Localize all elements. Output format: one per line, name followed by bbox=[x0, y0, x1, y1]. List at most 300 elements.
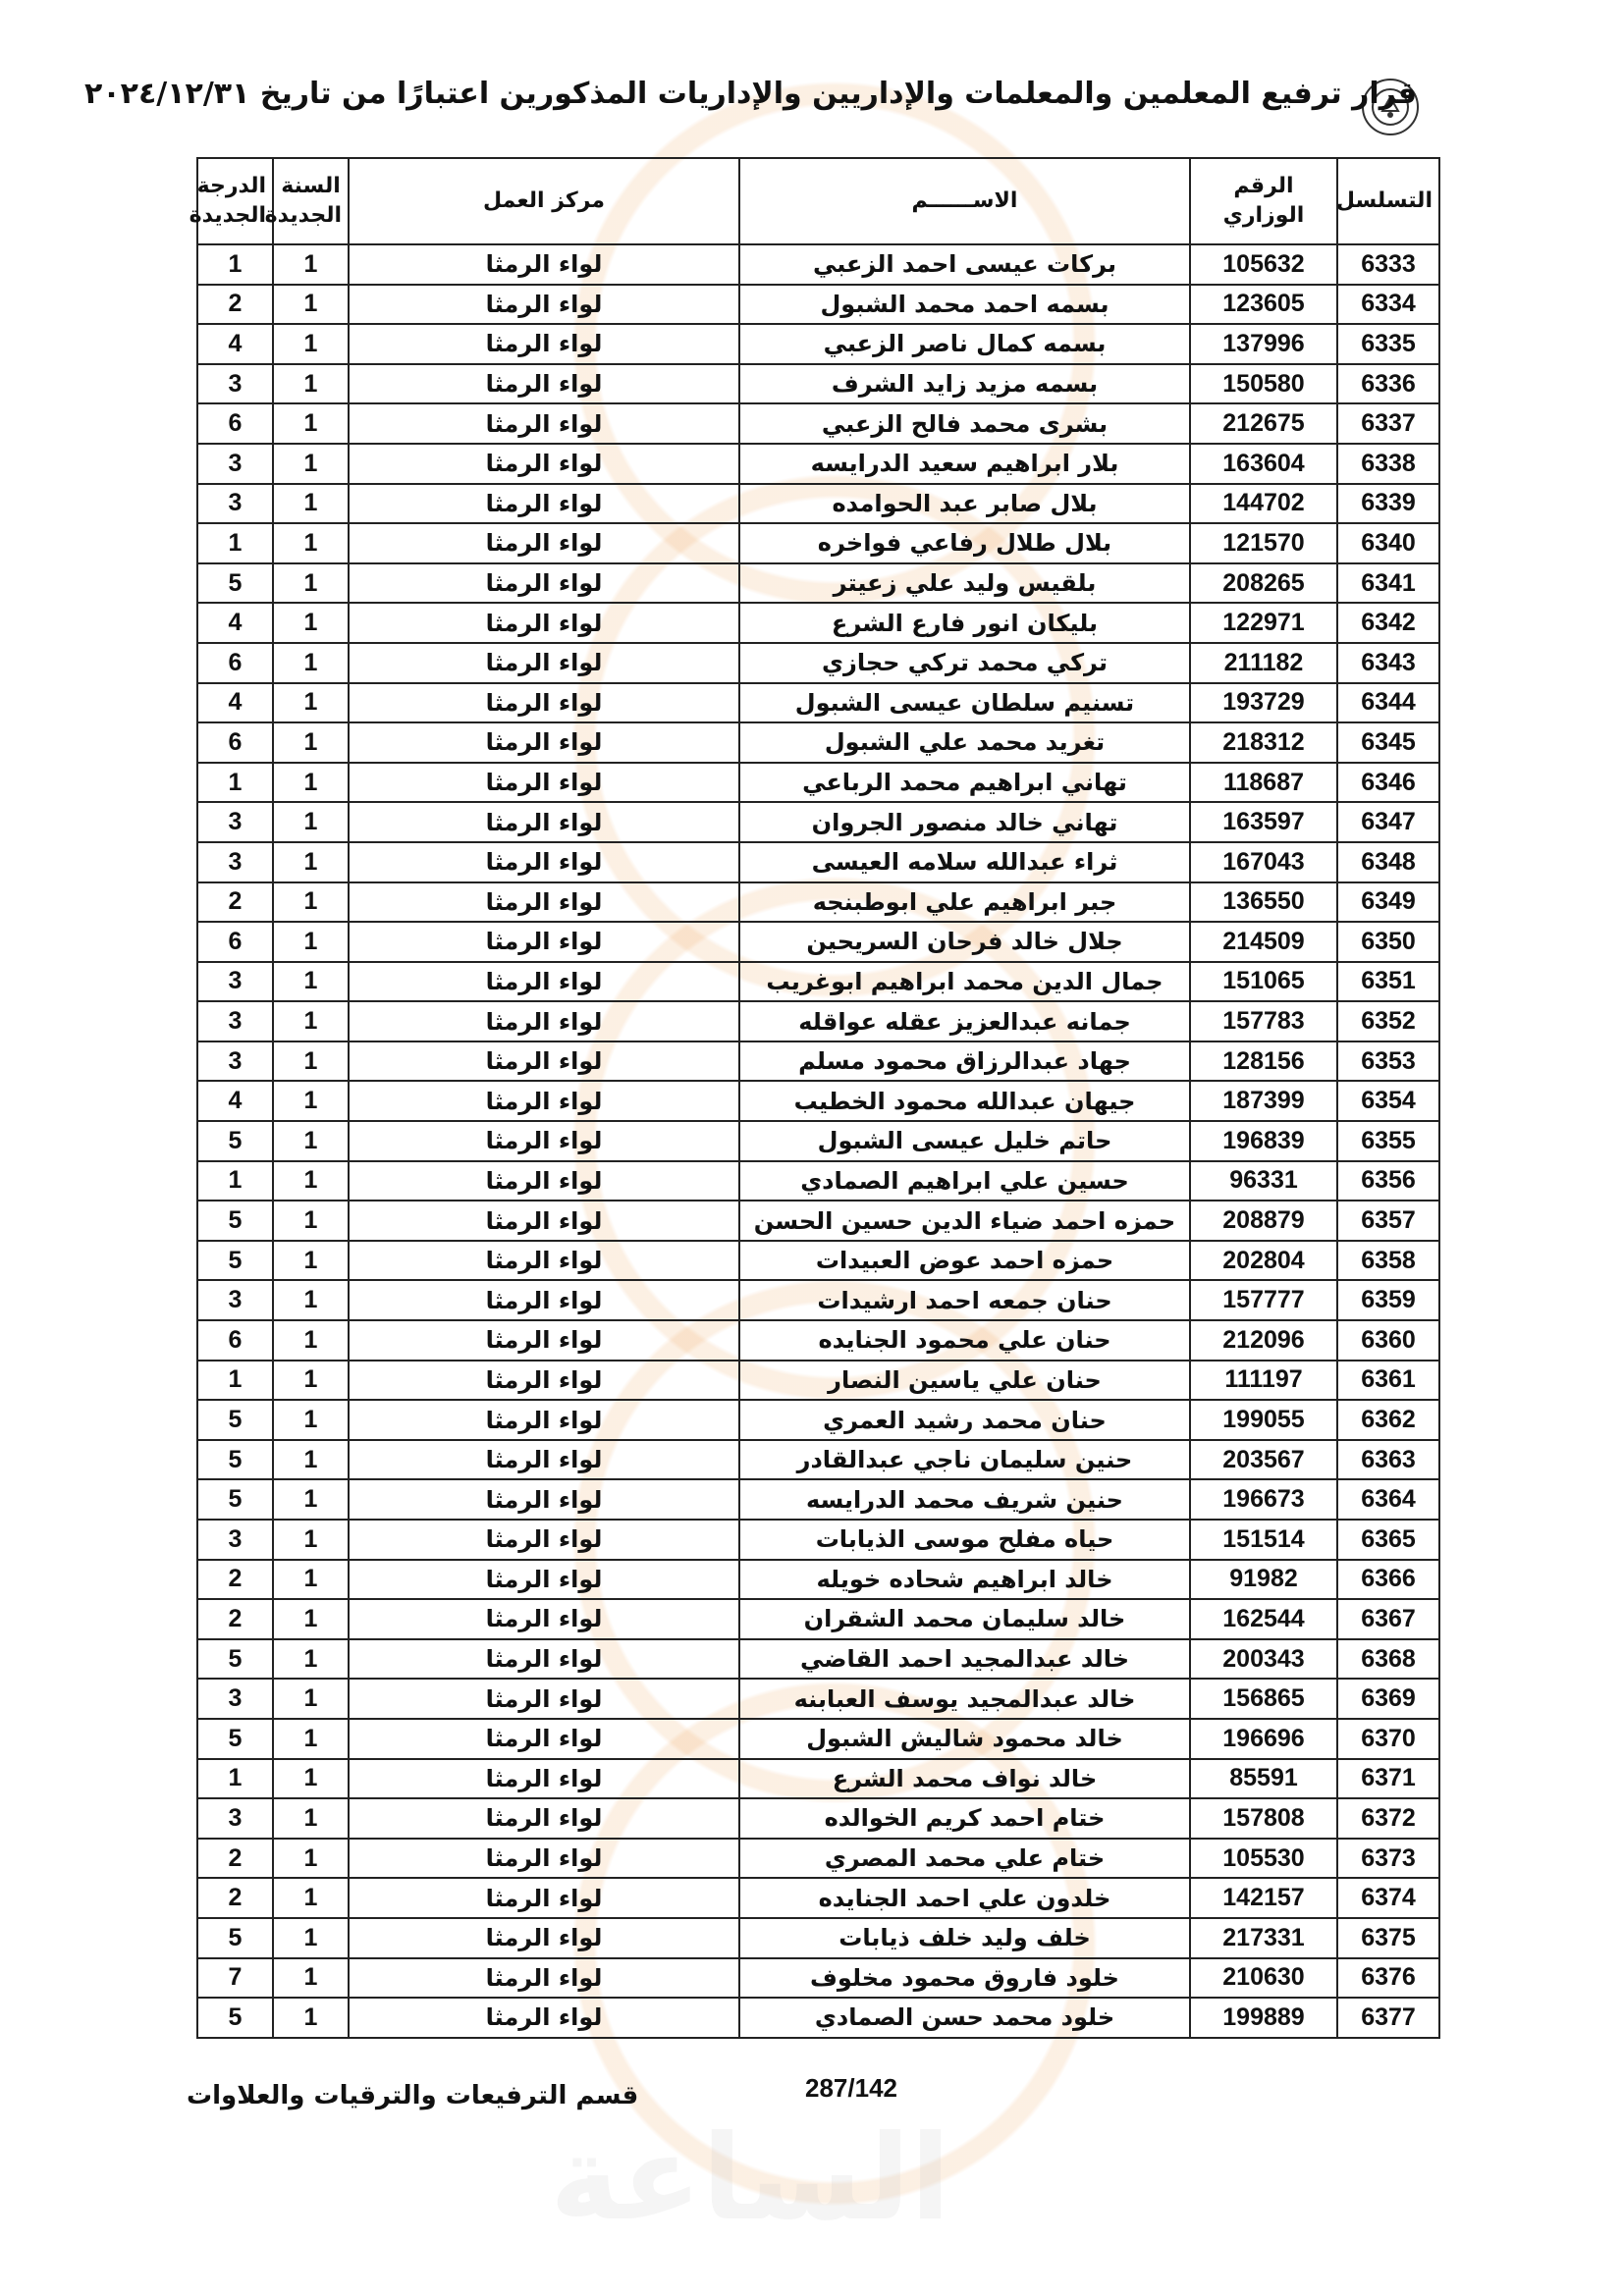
cell-ministry-no: 218312 bbox=[1190, 722, 1337, 763]
cell-new-year: 1 bbox=[273, 1440, 349, 1480]
cell-new-grade: 2 bbox=[197, 285, 273, 325]
table-row bbox=[197, 603, 1439, 643]
cell-new-grade: 3 bbox=[197, 364, 273, 404]
cell-new-year: 1 bbox=[273, 1201, 349, 1241]
cell-work-center: لواء الرمثا bbox=[349, 763, 739, 803]
cell-new-year: 1 bbox=[273, 1121, 349, 1161]
cell-ministry-no: 111197 bbox=[1190, 1361, 1337, 1401]
cell-new-year: 1 bbox=[273, 1719, 349, 1759]
cell-new-grade: 3 bbox=[197, 444, 273, 484]
cell-serial: 6359 bbox=[1337, 1280, 1439, 1320]
cell-new-grade: 7 bbox=[197, 1958, 273, 1999]
cell-ministry-no: 151514 bbox=[1190, 1520, 1337, 1560]
cell-new-year: 1 bbox=[273, 1759, 349, 1799]
cell-new-year: 1 bbox=[273, 1081, 349, 1121]
cell-ministry-no: 157808 bbox=[1190, 1798, 1337, 1839]
cell-work-center: لواء الرمثا bbox=[349, 1958, 739, 1999]
cell-serial: 6354 bbox=[1337, 1081, 1439, 1121]
header-work-center: مركز العمل bbox=[349, 158, 739, 244]
cell-serial: 6345 bbox=[1337, 722, 1439, 763]
cell-ministry-no: 137996 bbox=[1190, 324, 1337, 364]
cell-ministry-no: 199889 bbox=[1190, 1998, 1337, 2038]
cell-name: حنين سليمان ناجي عبدالقادر bbox=[739, 1440, 1190, 1480]
cell-new-grade: 5 bbox=[197, 563, 273, 604]
cell-ministry-no: 85591 bbox=[1190, 1759, 1337, 1799]
cell-new-year: 1 bbox=[273, 324, 349, 364]
cell-work-center: لواء الرمثا bbox=[349, 563, 739, 604]
cell-name: بلقيس وليد علي زعيتر bbox=[739, 563, 1190, 604]
table-row bbox=[197, 1599, 1439, 1639]
cell-new-grade: 5 bbox=[197, 1479, 273, 1520]
cell-serial: 6349 bbox=[1337, 882, 1439, 923]
cell-work-center: لواء الرمثا bbox=[349, 1201, 739, 1241]
cell-name: حنين شريف محمد الدرايسه bbox=[739, 1479, 1190, 1520]
table-row bbox=[197, 1001, 1439, 1041]
cell-work-center: لواء الرمثا bbox=[349, 683, 739, 723]
table-row bbox=[197, 1639, 1439, 1680]
page-title: قرار ترفيع المعلمين والمعلمات والإداريين والإداريات المذكورين اعتبارًا من تاريخ ٢٠٢٤/١٢/٣١ bbox=[84, 77, 1417, 111]
cell-new-year: 1 bbox=[273, 962, 349, 1002]
cell-name: جهاد عبدالرزاق محمود مسلم bbox=[739, 1041, 1190, 1082]
table-row bbox=[197, 1958, 1439, 1999]
cell-work-center: لواء الرمثا bbox=[349, 1639, 739, 1680]
cell-work-center: لواء الرمثا bbox=[349, 643, 739, 683]
cell-serial: 6361 bbox=[1337, 1361, 1439, 1401]
cell-work-center: لواء الرمثا bbox=[349, 1520, 739, 1560]
cell-name: خالد سليمان محمد الشقران bbox=[739, 1599, 1190, 1639]
cell-name: حمزه احمد ضياء الدين حسين الحسن bbox=[739, 1201, 1190, 1241]
cell-ministry-no: 199055 bbox=[1190, 1400, 1337, 1440]
cell-name: تغريد محمد علي الشبول bbox=[739, 722, 1190, 763]
cell-name: جلال خالد فرحان السريحين bbox=[739, 922, 1190, 962]
cell-ministry-no: 163604 bbox=[1190, 444, 1337, 484]
cell-ministry-no: 212096 bbox=[1190, 1320, 1337, 1361]
cell-ministry-no: 96331 bbox=[1190, 1161, 1337, 1201]
cell-work-center: لواء الرمثا bbox=[349, 1839, 739, 1879]
cell-ministry-no: 156865 bbox=[1190, 1679, 1337, 1719]
cell-new-grade: 4 bbox=[197, 603, 273, 643]
cell-ministry-no: 118687 bbox=[1190, 763, 1337, 803]
cell-name: حنان علي ياسين النصار bbox=[739, 1361, 1190, 1401]
cell-name: ختام علي محمد المصري bbox=[739, 1839, 1190, 1879]
table-row bbox=[197, 403, 1439, 444]
cell-new-year: 1 bbox=[273, 1320, 349, 1361]
cell-ministry-no: 136550 bbox=[1190, 882, 1337, 923]
table-row bbox=[197, 1679, 1439, 1719]
cell-new-grade: 3 bbox=[197, 1001, 273, 1041]
cell-work-center: لواء الرمثا bbox=[349, 922, 739, 962]
cell-serial: 6341 bbox=[1337, 563, 1439, 604]
table-row bbox=[197, 1280, 1439, 1320]
cell-serial: 6346 bbox=[1337, 763, 1439, 803]
cell-serial: 6373 bbox=[1337, 1839, 1439, 1879]
cell-new-year: 1 bbox=[273, 563, 349, 604]
cell-name: تركي محمد تركي حجازي bbox=[739, 643, 1190, 683]
cell-work-center: لواء الرمثا bbox=[349, 722, 739, 763]
table-row bbox=[197, 643, 1439, 683]
cell-ministry-no: 157783 bbox=[1190, 1001, 1337, 1041]
table-row bbox=[197, 962, 1439, 1002]
table-row bbox=[197, 364, 1439, 404]
cell-name: خالد عبدالمجيد يوسف العبابنه bbox=[739, 1679, 1190, 1719]
cell-work-center: لواء الرمثا bbox=[349, 1878, 739, 1918]
cell-new-year: 1 bbox=[273, 484, 349, 524]
cell-ministry-no: 214509 bbox=[1190, 922, 1337, 962]
cell-new-year: 1 bbox=[273, 722, 349, 763]
cell-serial: 6340 bbox=[1337, 523, 1439, 563]
cell-work-center: لواء الرمثا bbox=[349, 842, 739, 882]
cell-ministry-no: 217331 bbox=[1190, 1918, 1337, 1958]
cell-new-year: 1 bbox=[273, 683, 349, 723]
cell-name: حنان علي محمود الجنايده bbox=[739, 1320, 1190, 1361]
cell-serial: 6347 bbox=[1337, 802, 1439, 842]
cell-name: جمال الدين محمد ابراهيم ابوغريب bbox=[739, 962, 1190, 1002]
cell-name: خلود فاروق محمود مخلوف bbox=[739, 1958, 1190, 1999]
cell-serial: 6364 bbox=[1337, 1479, 1439, 1520]
table-row bbox=[197, 1759, 1439, 1799]
table-row bbox=[197, 763, 1439, 803]
cell-new-grade: 2 bbox=[197, 882, 273, 923]
cell-name: بسمه احمد محمد الشبول bbox=[739, 285, 1190, 325]
cell-work-center: لواء الرمثا bbox=[349, 1679, 739, 1719]
cell-new-year: 1 bbox=[273, 1520, 349, 1560]
cell-serial: 6366 bbox=[1337, 1560, 1439, 1600]
cell-ministry-no: 208265 bbox=[1190, 563, 1337, 604]
cell-name: حنان جمعه احمد ارشيدات bbox=[739, 1280, 1190, 1320]
table-row bbox=[197, 1241, 1439, 1281]
header-new-grade: الدرجة الجديدة bbox=[197, 158, 273, 244]
cell-ministry-no: 121570 bbox=[1190, 523, 1337, 563]
table-row bbox=[197, 1201, 1439, 1241]
cell-serial: 6343 bbox=[1337, 643, 1439, 683]
cell-new-grade: 1 bbox=[197, 1361, 273, 1401]
cell-new-year: 1 bbox=[273, 1839, 349, 1879]
table-row bbox=[197, 1719, 1439, 1759]
table-row bbox=[197, 1520, 1439, 1560]
cell-name: خالد نواف محمد الشرع bbox=[739, 1759, 1190, 1799]
cell-new-grade: 5 bbox=[197, 1639, 273, 1680]
cell-serial: 6334 bbox=[1337, 285, 1439, 325]
table-row bbox=[197, 1361, 1439, 1401]
cell-work-center: لواء الرمثا bbox=[349, 1759, 739, 1799]
cell-new-year: 1 bbox=[273, 1998, 349, 2038]
cell-work-center: لواء الرمثا bbox=[349, 1361, 739, 1401]
cell-ministry-no: 187399 bbox=[1190, 1081, 1337, 1121]
cell-new-grade: 1 bbox=[197, 1759, 273, 1799]
cell-work-center: لواء الرمثا bbox=[349, 603, 739, 643]
table-row bbox=[197, 1320, 1439, 1361]
cell-new-grade: 5 bbox=[197, 1918, 273, 1958]
cell-work-center: لواء الرمثا bbox=[349, 1998, 739, 2038]
cell-serial: 6353 bbox=[1337, 1041, 1439, 1082]
cell-new-grade: 2 bbox=[197, 1878, 273, 1918]
cell-work-center: لواء الرمثا bbox=[349, 962, 739, 1002]
cell-name: خالد عبدالمجيد احمد القاضي bbox=[739, 1639, 1190, 1680]
cell-work-center: لواء الرمثا bbox=[349, 285, 739, 325]
table-row bbox=[197, 1798, 1439, 1839]
cell-name: ثراء عبدالله سلامه العيسى bbox=[739, 842, 1190, 882]
cell-name: بليكان انور فارع الشرع bbox=[739, 603, 1190, 643]
table-row bbox=[197, 683, 1439, 723]
cell-new-grade: 3 bbox=[197, 1520, 273, 1560]
cell-ministry-no: 210630 bbox=[1190, 1958, 1337, 1999]
cell-name: حنان محمد رشيد العمري bbox=[739, 1400, 1190, 1440]
cell-serial: 6344 bbox=[1337, 683, 1439, 723]
cell-ministry-no: 128156 bbox=[1190, 1041, 1337, 1082]
cell-work-center: لواء الرمثا bbox=[349, 1001, 739, 1041]
cell-new-grade: 6 bbox=[197, 1320, 273, 1361]
cell-new-year: 1 bbox=[273, 1241, 349, 1281]
cell-work-center: لواء الرمثا bbox=[349, 1400, 739, 1440]
cell-work-center: لواء الرمثا bbox=[349, 1320, 739, 1361]
cell-new-year: 1 bbox=[273, 1041, 349, 1082]
table-row bbox=[197, 285, 1439, 325]
cell-new-grade: 6 bbox=[197, 403, 273, 444]
cell-new-year: 1 bbox=[273, 802, 349, 842]
cell-new-grade: 1 bbox=[197, 523, 273, 563]
page-number: 287/142 bbox=[805, 2073, 897, 2103]
cell-new-grade: 3 bbox=[197, 802, 273, 842]
cell-serial: 6336 bbox=[1337, 364, 1439, 404]
cell-name: حمزه احمد عوض العبيدات bbox=[739, 1241, 1190, 1281]
cell-new-grade: 5 bbox=[197, 1201, 273, 1241]
cell-name: ختام احمد كريم الخوالده bbox=[739, 1798, 1190, 1839]
cell-serial: 6362 bbox=[1337, 1400, 1439, 1440]
cell-name: تهاني خالد منصور الجروان bbox=[739, 802, 1190, 842]
cell-serial: 6369 bbox=[1337, 1679, 1439, 1719]
cell-name: تسنيم سلطان عيسى الشبول bbox=[739, 683, 1190, 723]
promotion-table bbox=[189, 157, 1438, 2039]
cell-ministry-no: 123605 bbox=[1190, 285, 1337, 325]
table-row bbox=[197, 1400, 1439, 1440]
cell-new-grade: 5 bbox=[197, 1121, 273, 1161]
cell-ministry-no: 200343 bbox=[1190, 1639, 1337, 1680]
cell-ministry-no: 105530 bbox=[1190, 1839, 1337, 1879]
cell-new-grade: 5 bbox=[197, 1241, 273, 1281]
cell-new-year: 1 bbox=[273, 643, 349, 683]
cell-ministry-no: 208879 bbox=[1190, 1201, 1337, 1241]
cell-new-grade: 1 bbox=[197, 763, 273, 803]
cell-serial: 6356 bbox=[1337, 1161, 1439, 1201]
cell-serial: 6370 bbox=[1337, 1719, 1439, 1759]
cell-work-center: لواء الرمثا bbox=[349, 1241, 739, 1281]
table-row bbox=[197, 1121, 1439, 1161]
cell-name: جمانه عبدالعزيز عقله عواقله bbox=[739, 1001, 1190, 1041]
watermark-text: الساعة bbox=[550, 2110, 951, 2247]
cell-name: بلال طلال رفاعي فواخره bbox=[739, 523, 1190, 563]
cell-new-grade: 5 bbox=[197, 1719, 273, 1759]
cell-serial: 6363 bbox=[1337, 1440, 1439, 1480]
cell-new-year: 1 bbox=[273, 364, 349, 404]
cell-new-year: 1 bbox=[273, 1161, 349, 1201]
cell-name: خالد ابراهيم شحاده خويله bbox=[739, 1560, 1190, 1600]
cell-new-year: 1 bbox=[273, 1400, 349, 1440]
cell-serial: 6375 bbox=[1337, 1918, 1439, 1958]
cell-ministry-no: 212675 bbox=[1190, 403, 1337, 444]
cell-work-center: لواء الرمثا bbox=[349, 1081, 739, 1121]
cell-new-grade: 3 bbox=[197, 1798, 273, 1839]
cell-new-year: 1 bbox=[273, 285, 349, 325]
cell-serial: 6377 bbox=[1337, 1998, 1439, 2038]
cell-new-year: 1 bbox=[273, 1958, 349, 1999]
cell-new-grade: 5 bbox=[197, 1998, 273, 2038]
cell-ministry-no: 203567 bbox=[1190, 1440, 1337, 1480]
cell-serial: 6337 bbox=[1337, 403, 1439, 444]
cell-name: حياه مفلح موسى الذيابات bbox=[739, 1520, 1190, 1560]
table-row bbox=[197, 1440, 1439, 1480]
cell-work-center: لواء الرمثا bbox=[349, 1280, 739, 1320]
cell-ministry-no: 142157 bbox=[1190, 1878, 1337, 1918]
cell-serial: 6335 bbox=[1337, 324, 1439, 364]
cell-new-grade: 5 bbox=[197, 1440, 273, 1480]
cell-new-year: 1 bbox=[273, 1280, 349, 1320]
cell-name: حسين علي ابراهيم الصمادي bbox=[739, 1161, 1190, 1201]
cell-name: بسمه مزيد زايد الشرف bbox=[739, 364, 1190, 404]
cell-new-grade: 4 bbox=[197, 1081, 273, 1121]
cell-work-center: لواء الرمثا bbox=[349, 1599, 739, 1639]
cell-work-center: لواء الرمثا bbox=[349, 802, 739, 842]
cell-new-grade: 3 bbox=[197, 484, 273, 524]
cell-new-year: 1 bbox=[273, 922, 349, 962]
cell-serial: 6352 bbox=[1337, 1001, 1439, 1041]
cell-new-year: 1 bbox=[273, 882, 349, 923]
cell-ministry-no: 105632 bbox=[1190, 244, 1337, 285]
cell-new-year: 1 bbox=[273, 1479, 349, 1520]
cell-work-center: لواء الرمثا bbox=[349, 444, 739, 484]
cell-work-center: لواء الرمثا bbox=[349, 1121, 739, 1161]
table-row bbox=[197, 1918, 1439, 1958]
table-row bbox=[197, 802, 1439, 842]
cell-ministry-no: 122971 bbox=[1190, 603, 1337, 643]
cell-ministry-no: 193729 bbox=[1190, 683, 1337, 723]
cell-name: جبر ابراهيم علي ابوطبنجه bbox=[739, 882, 1190, 923]
cell-name: تهاني ابراهيم محمد الرباعي bbox=[739, 763, 1190, 803]
cell-new-grade: 2 bbox=[197, 1839, 273, 1879]
cell-new-grade: 2 bbox=[197, 1560, 273, 1600]
cell-new-grade: 3 bbox=[197, 1280, 273, 1320]
cell-new-year: 1 bbox=[273, 1599, 349, 1639]
cell-new-year: 1 bbox=[273, 1001, 349, 1041]
cell-new-grade: 6 bbox=[197, 722, 273, 763]
cell-work-center: لواء الرمثا bbox=[349, 1719, 739, 1759]
cell-serial: 6372 bbox=[1337, 1798, 1439, 1839]
cell-new-year: 1 bbox=[273, 1560, 349, 1600]
cell-serial: 6339 bbox=[1337, 484, 1439, 524]
cell-serial: 6367 bbox=[1337, 1599, 1439, 1639]
cell-ministry-no: 151065 bbox=[1190, 962, 1337, 1002]
table-row bbox=[197, 722, 1439, 763]
cell-serial: 6371 bbox=[1337, 1759, 1439, 1799]
cell-new-year: 1 bbox=[273, 1798, 349, 1839]
cell-work-center: لواء الرمثا bbox=[349, 1798, 739, 1839]
table-header-row bbox=[197, 158, 1439, 244]
cell-name: بشرى محمد فالح الزعبي bbox=[739, 403, 1190, 444]
cell-name: خلود محمد حسن الصمادي bbox=[739, 1998, 1190, 2038]
cell-name: خلف وليد خلف ذيابات bbox=[739, 1918, 1190, 1958]
table-row bbox=[197, 1479, 1439, 1520]
cell-new-year: 1 bbox=[273, 763, 349, 803]
cell-ministry-no: 157777 bbox=[1190, 1280, 1337, 1320]
table-row bbox=[197, 324, 1439, 364]
table-row bbox=[197, 1161, 1439, 1201]
cell-new-grade: 1 bbox=[197, 1161, 273, 1201]
cell-work-center: لواء الرمثا bbox=[349, 523, 739, 563]
cell-work-center: لواء الرمثا bbox=[349, 882, 739, 923]
table-row bbox=[197, 1560, 1439, 1600]
cell-new-year: 1 bbox=[273, 444, 349, 484]
cell-new-grade: 3 bbox=[197, 842, 273, 882]
cell-new-year: 1 bbox=[273, 244, 349, 285]
header-new-year: السنة الجديدة bbox=[273, 158, 349, 244]
cell-new-year: 1 bbox=[273, 603, 349, 643]
cell-ministry-no: 211182 bbox=[1190, 643, 1337, 683]
cell-work-center: لواء الرمثا bbox=[349, 1161, 739, 1201]
cell-new-grade: 4 bbox=[197, 324, 273, 364]
cell-serial: 6358 bbox=[1337, 1241, 1439, 1281]
cell-ministry-no: 196673 bbox=[1190, 1479, 1337, 1520]
cell-serial: 6376 bbox=[1337, 1958, 1439, 1999]
cell-new-year: 1 bbox=[273, 403, 349, 444]
cell-ministry-no: 202804 bbox=[1190, 1241, 1337, 1281]
cell-name: حاتم خليل عيسى الشبول bbox=[739, 1121, 1190, 1161]
cell-serial: 6342 bbox=[1337, 603, 1439, 643]
cell-name: بركات عيسى احمد الزعبي bbox=[739, 244, 1190, 285]
table-row bbox=[197, 444, 1439, 484]
cell-new-grade: 6 bbox=[197, 643, 273, 683]
table-row bbox=[197, 244, 1439, 285]
cell-new-grade: 1 bbox=[197, 244, 273, 285]
cell-name: بسمه كمال ناصر الزعبي bbox=[739, 324, 1190, 364]
cell-work-center: لواء الرمثا bbox=[349, 484, 739, 524]
cell-ministry-no: 196839 bbox=[1190, 1121, 1337, 1161]
cell-serial: 6360 bbox=[1337, 1320, 1439, 1361]
cell-new-grade: 3 bbox=[197, 1041, 273, 1082]
table-row bbox=[197, 1839, 1439, 1879]
cell-serial: 6348 bbox=[1337, 842, 1439, 882]
table-row bbox=[197, 1878, 1439, 1918]
cell-ministry-no: 196696 bbox=[1190, 1719, 1337, 1759]
table-row bbox=[197, 563, 1439, 604]
department-name: قسم الترفيعات والترقيات والعلاوات bbox=[187, 2081, 639, 2110]
cell-ministry-no: 163597 bbox=[1190, 802, 1337, 842]
cell-ministry-no: 167043 bbox=[1190, 842, 1337, 882]
cell-serial: 6368 bbox=[1337, 1639, 1439, 1680]
header-name: الاســــــم bbox=[739, 158, 1190, 244]
cell-ministry-no: 144702 bbox=[1190, 484, 1337, 524]
cell-name: بلال صابر عبد الحوامده bbox=[739, 484, 1190, 524]
table-row bbox=[197, 1998, 1439, 2038]
table-row bbox=[197, 882, 1439, 923]
cell-serial: 6351 bbox=[1337, 962, 1439, 1002]
cell-ministry-no: 162544 bbox=[1190, 1599, 1337, 1639]
cell-serial: 6357 bbox=[1337, 1201, 1439, 1241]
table-row bbox=[197, 842, 1439, 882]
cell-new-grade: 2 bbox=[197, 1599, 273, 1639]
cell-new-grade: 3 bbox=[197, 962, 273, 1002]
cell-new-grade: 5 bbox=[197, 1400, 273, 1440]
cell-new-grade: 4 bbox=[197, 683, 273, 723]
cell-new-year: 1 bbox=[273, 523, 349, 563]
cell-name: جيهان عبدالله محمود الخطيب bbox=[739, 1081, 1190, 1121]
cell-work-center: لواء الرمثا bbox=[349, 364, 739, 404]
cell-new-year: 1 bbox=[273, 1361, 349, 1401]
cell-serial: 6365 bbox=[1337, 1520, 1439, 1560]
cell-work-center: لواء الرمثا bbox=[349, 244, 739, 285]
cell-serial: 6333 bbox=[1337, 244, 1439, 285]
table-row bbox=[197, 922, 1439, 962]
table-row bbox=[197, 1081, 1439, 1121]
cell-new-grade: 3 bbox=[197, 1679, 273, 1719]
